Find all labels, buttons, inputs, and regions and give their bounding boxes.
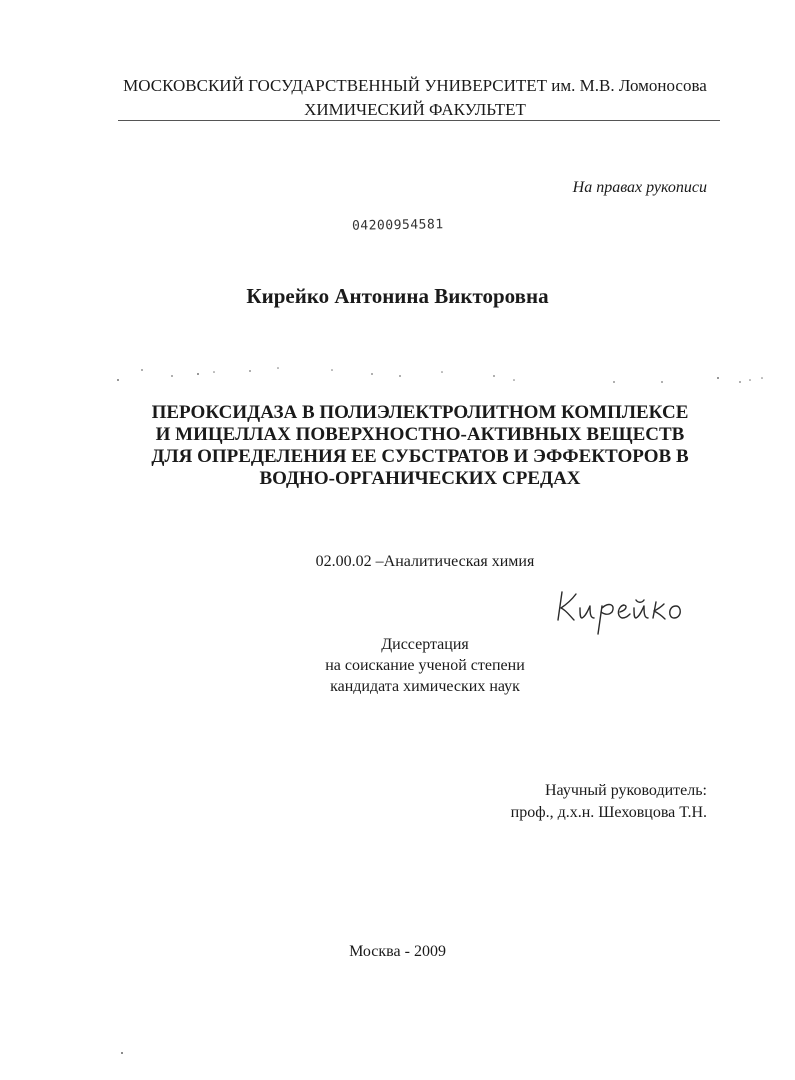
scan-speck	[121, 1052, 123, 1054]
specialty-code: 02.00.02 –Аналитическая химия	[315, 553, 535, 570]
university-name: МОСКОВСКИЙ ГОСУДАРСТВЕННЫЙ УНИВЕРСИТЕТ им. М.В. Ломоносова	[123, 76, 707, 95]
manuscript-note: На правах рукописи	[572, 179, 707, 196]
author-name: Кирейко Антонина Викторовна	[246, 284, 549, 308]
title-line: ПЕРОКСИДАЗА В ПОЛИЭЛЕКТРОЛИТНОМ КОМПЛЕКСЕ	[151, 402, 689, 423]
degree-line: Диссертация	[381, 636, 469, 653]
archive-stamp-number: 04200954581	[351, 217, 444, 234]
supervisor-label: Научный руководитель:	[544, 782, 707, 799]
degree-line: на соискание ученой степени	[325, 657, 525, 674]
title-line: ДЛЯ ОПРЕДЕЛЕНИЯ ЕЕ СУБСТРАТОВ И ЭФФЕКТОРОВ В	[151, 446, 689, 467]
city-year: Москва - 2009	[349, 943, 446, 960]
degree-line: кандидата химических наук	[330, 678, 520, 695]
scan-specks	[110, 362, 770, 386]
degree-statement	[270, 634, 580, 697]
title-line: ВОДНО-ОРГАНИЧЕСКИХ СРЕДАХ	[259, 468, 581, 489]
dissertation-title	[120, 402, 720, 490]
handwritten-signature	[550, 578, 710, 638]
header-divider	[118, 120, 720, 121]
title-line: И МИЦЕЛЛАХ ПОВЕРХНОСТНО-АКТИВНЫХ ВЕЩЕСТВ	[155, 424, 685, 445]
supervisor-block	[511, 780, 707, 824]
supervisor-name: проф., д.х.н. Шеховцова Т.Н.	[510, 804, 707, 821]
faculty-name: ХИМИЧЕСКИЙ ФАКУЛЬТЕТ	[304, 100, 526, 119]
